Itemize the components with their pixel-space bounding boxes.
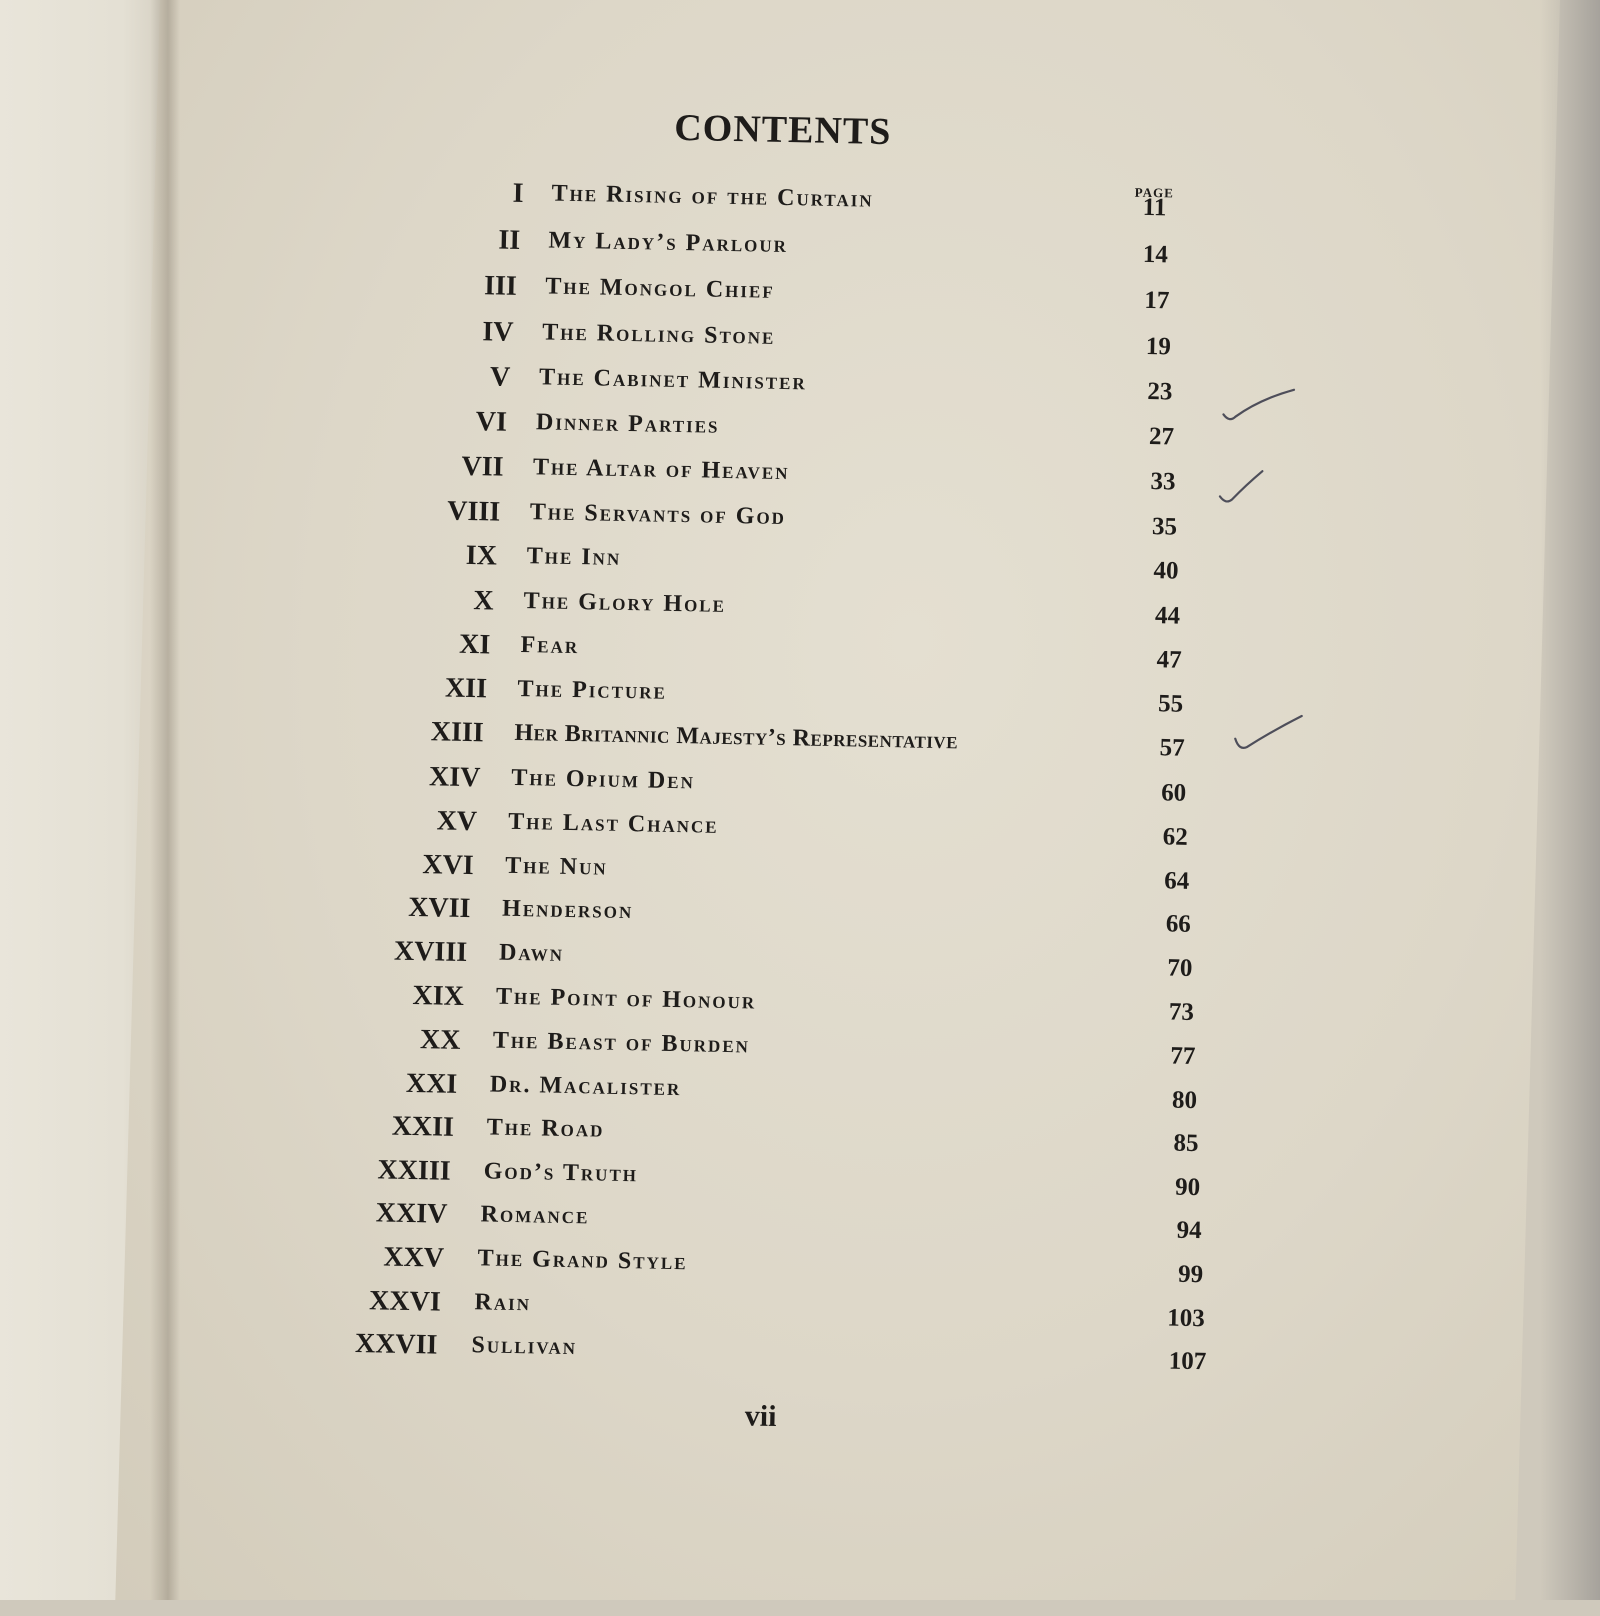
chapter-title: Dr. Macalister <box>489 1071 682 1101</box>
chapter-page-number: 103 <box>1166 1304 1205 1332</box>
chapter-page-number: 66 <box>1165 910 1192 939</box>
pencil-checkmark-icon <box>1219 384 1300 436</box>
chapter-numeral: XIX <box>412 980 465 1013</box>
chapter-page-number: 23 <box>1147 378 1173 406</box>
chapter-page-number: 47 <box>1156 646 1182 674</box>
chapter-title: The Beast of Burden <box>492 1027 751 1059</box>
chapter-title: The Road <box>486 1114 605 1143</box>
chapter-numeral: XI <box>458 628 491 661</box>
chapter-title: Fear <box>520 632 580 660</box>
chapter-numeral: V <box>489 361 511 393</box>
chapter-page-number: 64 <box>1164 866 1190 895</box>
chapter-numeral: XXIII <box>377 1154 451 1187</box>
chapter-page-number: 94 <box>1176 1217 1202 1245</box>
chapter-page-number: 55 <box>1157 690 1184 718</box>
chapter-page-number: 57 <box>1159 734 1185 763</box>
chapter-numeral: XXVI <box>368 1284 442 1318</box>
chapter-page-number: 85 <box>1173 1129 1199 1158</box>
chapter-page-number: 19 <box>1145 332 1172 361</box>
chapter-numeral: I <box>512 177 524 209</box>
chapter-title: Dinner Parties <box>535 409 720 439</box>
chapter-page-number: 62 <box>1162 822 1189 851</box>
chapter-page-number: 80 <box>1171 1086 1198 1114</box>
chapter-numeral: III <box>483 270 518 303</box>
chapter-title: Romance <box>480 1201 590 1230</box>
chapter-numeral: XXVII <box>354 1327 438 1361</box>
chapter-page-number: 33 <box>1150 468 1176 496</box>
chapter-title: Her Britannic Majesty’s Representative <box>514 720 959 755</box>
chapter-page-number: 73 <box>1168 998 1195 1027</box>
chapter-title: The Point of Honour <box>495 983 757 1015</box>
chapter-page-number: 99 <box>1177 1260 1204 1289</box>
chapter-title: Sullivan <box>471 1332 578 1361</box>
chapter-title: The Altar of Heaven <box>532 454 790 486</box>
chapter-page-number: 90 <box>1174 1173 1201 1202</box>
chapter-title: The Glory Hole <box>523 587 727 618</box>
chapter-numeral: IV <box>482 316 514 348</box>
chapter-title: The Rising of the Curtain <box>551 180 874 213</box>
chapter-numeral: XII <box>444 672 488 705</box>
chapter-numeral: XVI <box>422 848 475 881</box>
page-folio: vii <box>744 1399 777 1434</box>
chapter-numeral: VI <box>475 406 508 438</box>
chapter-title: The Mongol Chief <box>545 273 775 305</box>
chapter-page-number: 11 <box>1142 193 1167 222</box>
chapter-title: The Last Chance <box>508 808 719 839</box>
page-column-label: PAGE <box>1134 184 1175 201</box>
chapter-page-number: 40 <box>1153 557 1179 585</box>
chapter-title: My Lady’s Parlour <box>548 227 789 259</box>
chapter-title: The Opium Den <box>511 764 696 794</box>
chapter-page-number: 77 <box>1170 1042 1196 1070</box>
chapter-numeral: X <box>473 584 494 617</box>
chapter-title: The Grand Style <box>477 1245 688 1276</box>
chapter-numeral: XIII <box>430 716 484 749</box>
chapter-title: Henderson <box>501 896 634 925</box>
page-title: CONTENTS <box>673 106 892 154</box>
chapter-numeral: XXIV <box>375 1197 448 1231</box>
chapter-numeral: XVIII <box>393 935 468 969</box>
chapter-numeral: XV <box>436 804 478 837</box>
chapter-numeral: IX <box>465 540 498 572</box>
chapter-title: The Inn <box>526 543 622 572</box>
chapter-title: The Cabinet Minister <box>538 364 808 396</box>
chapter-numeral: XXI <box>405 1067 458 1100</box>
chapter-page-number: 107 <box>1168 1347 1207 1376</box>
chapter-page-number: 27 <box>1148 423 1175 451</box>
chapter-numeral: XX <box>419 1024 461 1056</box>
pencil-checkmark-icon <box>1231 709 1312 771</box>
chapter-page-number: 17 <box>1144 287 1170 315</box>
chapter-numeral: VII <box>461 450 504 483</box>
chapter-page-number: 70 <box>1167 954 1193 983</box>
chapter-numeral: II <box>498 224 521 257</box>
chapter-title: The Nun <box>504 852 608 881</box>
chapter-title: The Rolling Stone <box>541 319 776 350</box>
chapter-title: The Picture <box>517 676 668 706</box>
pencil-checkmark-icon <box>1216 466 1277 517</box>
chapter-numeral: XIV <box>428 760 481 793</box>
chapter-numeral: XXV <box>383 1241 445 1274</box>
chapter-page-number: 14 <box>1142 241 1169 269</box>
chapter-numeral: XVII <box>407 892 471 925</box>
chapter-page-number: 60 <box>1160 778 1187 807</box>
chapter-title: The Servants of God <box>529 498 787 530</box>
chapter-title: Dawn <box>498 939 565 968</box>
chapter-numeral: XXII <box>391 1110 455 1144</box>
chapter-page-number: 44 <box>1154 601 1181 630</box>
chapter-title: Rain <box>474 1288 532 1316</box>
chapter-title: God’s Truth <box>483 1158 639 1188</box>
chapter-page-number: 35 <box>1151 512 1178 541</box>
chapter-numeral: VIII <box>447 495 501 528</box>
